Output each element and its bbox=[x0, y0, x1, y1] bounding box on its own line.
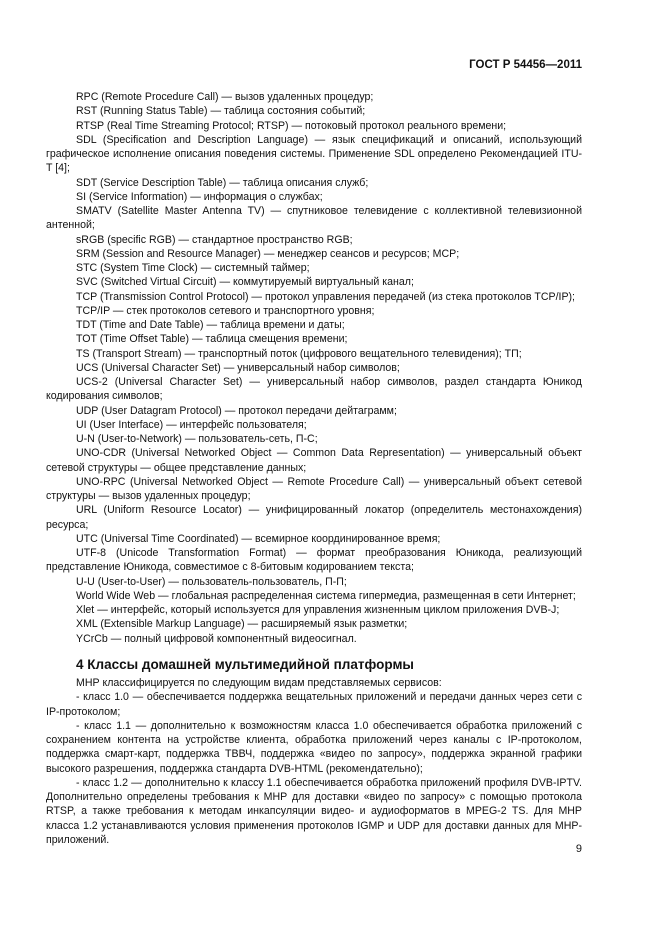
abbreviation-entry: UCS-2 (Universal Character Set) — универсальный набор символов, раздел стандарта Юникод кодирования символов; bbox=[46, 376, 582, 403]
abbreviation-entry: RTSP (Real Time Streaming Protocol; RTSP) — потоковый протокол реального времени; bbox=[76, 119, 507, 132]
abbreviation-entry: SI (Service Information) — информация о службах; bbox=[76, 190, 323, 203]
abbreviation-entry: UTF-8 (Unicode Transformation Format) — формат преобразования Юникода, реализующий представление Юникода, совместимое с 8-битовым кодированием текста; bbox=[46, 547, 582, 574]
page-number: 9 bbox=[575, 843, 582, 855]
section-body bbox=[46, 676, 582, 847]
abbreviation-entry: UTC (Universal Time Coordinated) — всемирное координированное время; bbox=[76, 532, 441, 545]
abbreviation-entry: TOT (Time Offset Table) — таблица смещения времени; bbox=[76, 333, 348, 346]
abbreviation-entry: YCrCb — полный цифровой компонентный видеосигнал. bbox=[76, 632, 357, 645]
abbreviation-entry: SDL (Specification and Description Language) — язык спецификаций и описаний, использующий графическое исполнение описания поведения системы. Применение SDL определено Рекомендацией ITU-T [4]; bbox=[46, 133, 582, 175]
abbreviation-entry: UDP (User Datagram Protocol) — протокол передачи дейтаграмм; bbox=[76, 404, 397, 417]
abbreviation-entry: UI (User Interface) — интерфейс пользователя; bbox=[76, 418, 307, 431]
abbreviation-entry: SDT (Service Description Table) — таблица описания служб; bbox=[76, 176, 369, 189]
abbreviation-entry: STC (System Time Clock) — системный таймер; bbox=[76, 262, 310, 274]
abbreviation-entry: SVC (Switched Virtual Circuit) — коммутируемый виртуальный канал; bbox=[76, 276, 414, 289]
abbreviation-entry: RPC (Remote Procedure Call) — вызов удаленных процедур; bbox=[76, 91, 374, 103]
abbreviation-entry: World Wide Web — глобальная распределенная система гипермедиа, размещенная в сети Интернет; bbox=[76, 589, 576, 602]
abbreviation-entry: UNO-RPC (Universal Networked Object — Remote Procedure Call) — универсальный объект сетевой структуры — вызов удаленных процедур; bbox=[46, 475, 582, 502]
abbreviation-entry: RST (Running Status Table) — таблица состояния событий; bbox=[76, 105, 366, 118]
abbreviation-entry: sRGB (specific RGB) — стандартное пространство RGB; bbox=[76, 233, 353, 246]
abbreviation-entry: SRM (Session and Resource Manager) — менеджер сеансов и ресурсов; MCP; bbox=[76, 247, 460, 260]
abbreviation-entry: TCP/IP — стек протоколов сетевого и транспортного уровня; bbox=[76, 304, 375, 317]
standard-header: ГОСТ Р 54456—2011 bbox=[469, 59, 582, 71]
abbreviation-entry: UNO-CDR (Universal Networked Object — Common Data Representation) — универсальный объект сетевой структуры — общее представление данных; bbox=[46, 447, 582, 474]
abbreviation-entry: Xlet — интерфейс, который используется для управления жизненным циклом приложения DVB-J; bbox=[76, 604, 560, 616]
abbreviation-entry: XML (Extensible Markup Language) — расширяемый язык разметки; bbox=[76, 618, 408, 631]
abbreviation-entry: TDT (Time and Date Table) — таблица времени и даты; bbox=[76, 319, 345, 331]
abbreviation-entry: TCP (Transmission Control Protocol) — протокол управления передачей (из стека протоколов TCP/IP); bbox=[76, 290, 576, 303]
section-paragraph: МНР классифицируется по следующим видам представляемых сервисов: bbox=[76, 677, 442, 689]
section-paragraph: - класс 1.0 — обеспечивается поддержка вещательных приложений и передачи данных через сети с IP-протоколом; bbox=[46, 691, 582, 718]
abbreviation-entry: TS (Transport Stream) — транспортный поток (цифрового вещательного телевидения); ТП; bbox=[76, 347, 522, 360]
abbreviation-entry: UCS (Universal Character Set) — универсальный набор символов; bbox=[76, 361, 400, 374]
abbreviations-list bbox=[46, 90, 582, 646]
abbreviation-entry: URL (Uniform Resource Locator) — унифицированный локатор (определитель местонахождения) ресурса; bbox=[46, 504, 582, 531]
section-paragraph: - класс 1.2 — дополнительно к классу 1.1 обеспечивается обработка приложений профиля DVB-IPTV. Дополнительно определены требования к МНР для доставки «видео по запросу» с помощью протокола RTSP, а также требования к методам инкапсуляции видео- и аудиоформатов в MPEG-2 TS. Для МНР класса 1.2 устанавливаются условия применения протоколов IGMP и UDP для доставки данных для МНР-приложений. bbox=[46, 776, 582, 846]
abbreviation-entry: U-U (User-to-User) — пользователь-пользователь, П-П; bbox=[76, 575, 347, 588]
abbreviation-entry: U-N (User-to-Network) — пользователь-сеть, П-С; bbox=[76, 433, 318, 445]
section-heading: 4 Классы домашней мультимедийной платформы bbox=[76, 657, 414, 672]
section-paragraph: - класс 1.1 — дополнительно к возможностям класса 1.0 обеспечивается обработка приложений с сохранением контента на устройстве клиента, обработка приложений через каналы с IP-протоколом, поддержка смарт-карт, поддержка ТВВЧ, поддержка «видео по запросу», поддержка экранной графики высокого разрешения, поддержка стандарта DVB-HTML (рекомендательно); bbox=[46, 719, 582, 775]
abbreviation-entry: SMATV (Satellite Master Antenna TV) — спутниковое телевидение с коллективной телевизионной антенной; bbox=[46, 205, 582, 232]
